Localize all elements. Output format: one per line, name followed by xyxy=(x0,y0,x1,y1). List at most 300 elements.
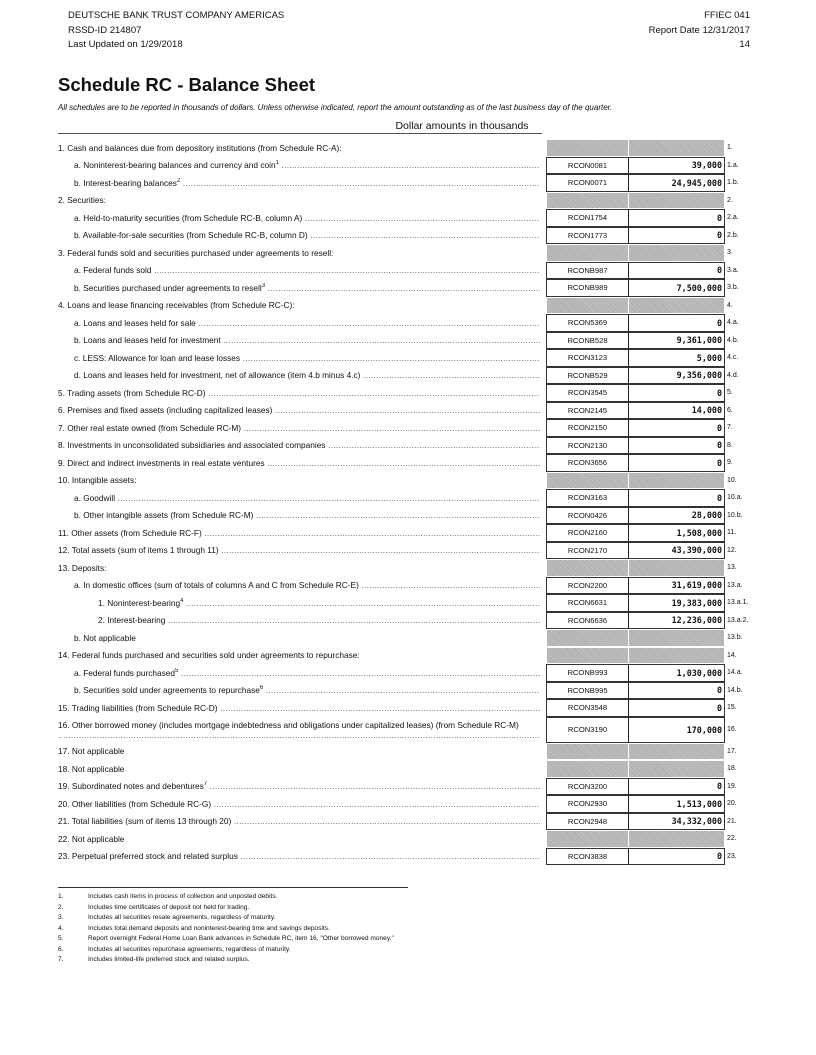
line-number: 19. xyxy=(727,782,737,790)
row-label xyxy=(58,542,540,560)
row-label-text xyxy=(74,493,540,503)
line-number: 10.b. xyxy=(727,511,743,519)
amount-value: 0 xyxy=(628,699,725,717)
table-row xyxy=(58,577,758,595)
amount-value xyxy=(628,297,725,315)
row-label-text xyxy=(98,615,540,625)
table-row xyxy=(58,244,758,262)
table-row xyxy=(58,778,758,796)
line-number: 10. xyxy=(727,476,737,484)
rssd-id: RSSD-ID 214807 xyxy=(68,24,142,36)
mdrm-code: RCON2200 xyxy=(546,577,628,595)
label-text: 13. Deposits: xyxy=(58,562,107,573)
row-label-text xyxy=(74,318,540,328)
row-label-text xyxy=(74,580,540,590)
amount-value: 34,332,000 xyxy=(628,813,725,831)
line-number: 16. xyxy=(727,726,737,733)
line-number: 2.b. xyxy=(727,231,739,239)
row-label xyxy=(58,743,540,761)
line-number: 6. xyxy=(727,406,733,414)
mdrm-code xyxy=(546,244,628,262)
mdrm-code: RCON3548 xyxy=(546,699,628,717)
row-label-text xyxy=(58,528,540,538)
label-text: a. Held-to-maturity securities (from Schedule RC-B, column A) xyxy=(74,212,303,223)
amount-value xyxy=(628,559,725,577)
line-number: 4. xyxy=(727,301,733,309)
row-label xyxy=(58,664,540,682)
mdrm-code: RCONB989 xyxy=(546,279,628,297)
table-row xyxy=(58,209,758,227)
footnote-number: 1. xyxy=(58,893,64,900)
amount-value xyxy=(628,830,725,848)
row-label xyxy=(58,629,540,647)
row-label xyxy=(58,157,540,175)
row-label xyxy=(58,384,540,402)
form-id: FFIEC 041 xyxy=(704,10,750,21)
label-text: 15. Trading liabilities (from Schedule RC-D) xyxy=(58,702,218,713)
mdrm-code: RCON0081 xyxy=(546,157,628,175)
row-label xyxy=(58,612,540,630)
amount-value: 28,000 xyxy=(628,507,725,525)
line-number: 13.a.1. xyxy=(727,599,749,607)
table-row xyxy=(58,297,758,315)
row-label xyxy=(58,262,540,280)
row-label-text xyxy=(74,230,540,240)
row-label xyxy=(58,419,540,437)
label-text: b. Securities purchased under agreements to resell xyxy=(74,282,262,293)
row-label xyxy=(58,594,540,612)
footnote xyxy=(58,956,394,967)
amount-value: 0 xyxy=(628,262,725,280)
row-label-text xyxy=(58,423,540,433)
mdrm-code: RCON2130 xyxy=(546,437,628,455)
row-label xyxy=(58,174,540,192)
line-number: 4.d. xyxy=(727,371,739,379)
footnote-ref: 4 xyxy=(180,597,184,604)
bank-name: DEUTSCHE BANK TRUST COMPANY AMERICAS xyxy=(68,10,285,21)
line-number: 1.b. xyxy=(727,179,739,187)
row-label-text xyxy=(58,143,342,153)
line-number: 18. xyxy=(727,765,737,773)
line-number: 4.b. xyxy=(727,336,739,344)
row-label xyxy=(58,209,540,227)
amount-value xyxy=(628,743,725,761)
line-number: 14.b. xyxy=(727,686,743,694)
mdrm-code: RCONB987 xyxy=(546,262,628,280)
line-number: 4.a. xyxy=(727,319,739,327)
mdrm-code xyxy=(546,472,628,490)
row-label xyxy=(58,795,540,813)
row-label xyxy=(58,402,540,420)
mdrm-code xyxy=(546,297,628,315)
row-label-text xyxy=(74,510,540,520)
mdrm-code: RCON3123 xyxy=(546,349,628,367)
amount-value: 14,000 xyxy=(628,402,725,420)
mdrm-code xyxy=(546,139,628,157)
mdrm-code: RCON6631 xyxy=(546,594,628,612)
footnote-text: Includes time certificates of deposit not held for trading. xyxy=(88,903,250,911)
table-row xyxy=(58,507,758,525)
label-text: b. Interest-bearing balances xyxy=(74,177,177,188)
amount-value: 19,383,000 xyxy=(628,594,725,612)
label-text: a. Noninterest-bearing balances and currency and coin xyxy=(74,160,276,171)
mdrm-code: RCON2930 xyxy=(546,795,628,813)
table-row xyxy=(58,454,758,472)
mdrm-code: RCON3656 xyxy=(546,454,628,472)
line-number: 13.a.2. xyxy=(727,616,749,624)
footnote-divider xyxy=(58,887,408,888)
row-label-text xyxy=(58,563,106,573)
row-label xyxy=(58,489,540,507)
row-label xyxy=(58,524,540,542)
row-label xyxy=(58,848,540,866)
row-label-text xyxy=(58,781,540,791)
footnote-number: 3. xyxy=(58,914,64,921)
footnote-number: 4. xyxy=(58,924,64,932)
line-number: 15. xyxy=(727,704,737,712)
amount-value: 0 xyxy=(628,209,725,227)
table-row xyxy=(58,384,758,402)
amount-value xyxy=(628,244,725,262)
amount-value: 0 xyxy=(628,778,725,796)
mdrm-code: RCON1754 xyxy=(546,209,628,227)
amount-value: 1,513,000 xyxy=(628,795,725,813)
amount-value xyxy=(628,629,725,647)
row-label-text xyxy=(74,213,540,223)
label-text: 12. Total assets (sum of items 1 through 11) xyxy=(58,545,219,556)
row-label xyxy=(58,314,540,332)
label-text: 4. Loans and lease financing receivables (from Schedule RC-C): xyxy=(58,300,295,311)
mdrm-code: RCON2145 xyxy=(546,402,628,420)
amount-value: 39,000 xyxy=(628,157,725,175)
amount-value: 0 xyxy=(628,682,725,700)
line-number: 2. xyxy=(727,196,733,204)
table-row xyxy=(58,332,758,350)
row-label-text xyxy=(58,388,540,398)
line-number: 22. xyxy=(727,835,737,843)
label-text: 7. Other real estate owned (from Schedule RC-M) xyxy=(58,422,242,433)
amount-value xyxy=(628,139,725,157)
table-row xyxy=(58,157,758,175)
mdrm-code: RCON3190 xyxy=(546,717,628,743)
label-text: 23. Perpetual preferred stock and related surplus xyxy=(58,851,238,862)
row-label xyxy=(58,760,540,778)
instructions: All schedules are to be reported in thousands of dollars. Unless otherwise indicated, report the amount outstanding as of the last business day of the quarter. xyxy=(58,103,613,112)
line-number: 2.a. xyxy=(727,214,739,222)
label-text: 21. Total liabilities (sum of items 13 through 20) xyxy=(58,816,232,827)
footnotes xyxy=(58,893,394,967)
table-row xyxy=(58,139,758,157)
mdrm-code: RCONB993 xyxy=(546,664,628,682)
row-label xyxy=(58,454,540,472)
amount-value: 9,361,000 xyxy=(628,332,725,350)
line-number: 3.b. xyxy=(727,284,739,292)
row-label-text xyxy=(58,440,540,450)
footnote-ref: 3 xyxy=(261,282,266,289)
footnote-text: Includes cash items in process of collection and unposted debits. xyxy=(88,893,278,900)
table-row xyxy=(58,279,758,297)
footnote-ref: 1 xyxy=(275,160,279,167)
label-text: 17. Not applicable xyxy=(58,746,125,757)
table-row xyxy=(58,419,758,437)
label-text: b. Available-for-sale securities (from Schedule RC-B, column D) xyxy=(74,230,308,241)
row-label-text xyxy=(58,746,124,756)
amount-value: 0 xyxy=(628,314,725,332)
amount-value: 0 xyxy=(628,384,725,402)
footnote xyxy=(58,935,394,946)
table-row xyxy=(58,743,758,761)
mdrm-code: RCON2150 xyxy=(546,419,628,437)
table-row xyxy=(58,192,758,210)
row-label-text xyxy=(74,370,540,380)
mdrm-code: RCON3838 xyxy=(546,848,628,866)
line-number: 7. xyxy=(727,424,733,432)
mdrm-code xyxy=(546,647,628,665)
balance-sheet-table xyxy=(58,139,758,865)
footnote-ref: 5 xyxy=(175,667,179,674)
amount-value: 170,000 xyxy=(628,717,725,743)
amount-value xyxy=(628,760,725,778)
row-label xyxy=(58,227,540,245)
table-row xyxy=(58,262,758,280)
mdrm-code: RCON0426 xyxy=(546,507,628,525)
line-number: 13.a. xyxy=(727,581,743,589)
table-row xyxy=(58,472,758,490)
row-label-text xyxy=(74,633,136,643)
label-text: 1. Cash and balances due from depository institutions (from Schedule RC-A): xyxy=(58,142,342,153)
row-label xyxy=(58,699,540,717)
mdrm-code: RCON5369 xyxy=(546,314,628,332)
table-row xyxy=(58,647,758,665)
line-number: 10.a. xyxy=(727,494,743,502)
row-label xyxy=(58,192,540,210)
table-row xyxy=(58,813,758,831)
footnote xyxy=(58,904,394,915)
line-number: 3. xyxy=(727,249,733,257)
mdrm-code: RCON2948 xyxy=(546,813,628,831)
label-text: a. Goodwill xyxy=(74,492,116,503)
mdrm-code xyxy=(546,192,628,210)
row-label-text xyxy=(74,178,540,188)
label-text: a. Federal funds sold xyxy=(74,265,152,276)
label-text: 2. Interest-bearing xyxy=(98,615,166,626)
mdrm-code: RCON2170 xyxy=(546,542,628,560)
table-row xyxy=(58,489,758,507)
mdrm-code xyxy=(546,830,628,848)
table-row xyxy=(58,795,758,813)
table-row xyxy=(58,682,758,700)
line-number: 17. xyxy=(727,747,737,755)
label-text: b. Not applicable xyxy=(74,632,136,643)
row-label xyxy=(58,717,540,743)
row-label-text xyxy=(58,851,540,861)
row-label-text xyxy=(58,650,360,660)
row-label-text xyxy=(98,598,540,608)
amount-value: 1,508,000 xyxy=(628,524,725,542)
row-label xyxy=(58,813,540,831)
row-label xyxy=(58,559,540,577)
line-number: 14.a. xyxy=(727,669,743,677)
row-label xyxy=(58,647,540,665)
mdrm-code: RCONB528 xyxy=(546,332,628,350)
label-text: 16. Other borrowed money (includes mortgage indebtedness and obligations under capitalized leases) (from Schedule RC-M) xyxy=(58,719,519,730)
line-number: 20. xyxy=(727,800,737,808)
amount-value: 0 xyxy=(628,227,725,245)
units-header xyxy=(58,120,542,134)
mdrm-code: RCON2160 xyxy=(546,524,628,542)
line-number: 13.b. xyxy=(727,634,743,642)
line-number: 12. xyxy=(727,546,737,554)
footnote-number: 7. xyxy=(58,956,64,963)
footnote-text: Report overnight Federal Home Loan Bank advances in Schedule RC, item 16, "Other borrowed money." xyxy=(88,935,394,942)
table-row xyxy=(58,524,758,542)
label-text: 11. Other assets (from Schedule RC-F) xyxy=(58,527,202,538)
amount-value: 0 xyxy=(628,454,725,472)
row-label xyxy=(58,830,540,848)
header-left xyxy=(68,9,284,53)
mdrm-code xyxy=(546,559,628,577)
row-label-text xyxy=(74,335,540,345)
label-text: 9. Direct and indirect investments in real estate ventures xyxy=(58,457,265,468)
mdrm-code xyxy=(546,743,628,761)
table-row xyxy=(58,174,758,192)
row-label-text xyxy=(74,685,540,695)
mdrm-code xyxy=(546,629,628,647)
row-label-text xyxy=(74,265,540,275)
footnote-text: Includes all securities resale agreements, regardless of maturity. xyxy=(88,914,276,921)
row-label xyxy=(58,437,540,455)
row-label xyxy=(58,349,540,367)
label-text: a. Loans and leases held for sale xyxy=(74,317,196,328)
row-label xyxy=(58,244,540,262)
line-number: 11. xyxy=(727,529,737,537)
row-label-text xyxy=(58,816,540,826)
label-text: 8. Investments in unconsolidated subsidiaries and associated companies xyxy=(58,440,326,451)
line-number: 3.a. xyxy=(727,266,739,274)
row-label xyxy=(58,279,540,297)
row-label xyxy=(58,297,540,315)
row-label xyxy=(58,507,540,525)
row-label-text xyxy=(74,283,540,293)
footnote-number: 6. xyxy=(58,945,64,953)
row-label-text xyxy=(58,764,124,774)
footnote-ref: 7 xyxy=(203,781,208,788)
amount-value: 0 xyxy=(628,848,725,866)
label-text: b. Other intangible assets (from Schedule RC-M) xyxy=(74,510,254,521)
label-text: 14. Federal funds purchased and securities sold under agreements to repurchase: xyxy=(58,650,360,661)
label-text: 20. Other liabilities (from Schedule RC-G) xyxy=(58,798,212,809)
row-label-text xyxy=(58,458,540,468)
label-text: 19. Subordinated notes and debentures xyxy=(58,781,204,792)
amount-value: 7,500,000 xyxy=(628,279,725,297)
table-row xyxy=(58,848,758,866)
row-label-text xyxy=(58,720,540,740)
row-label xyxy=(58,367,540,385)
label-text: 2. Securities: xyxy=(58,195,106,206)
last-updated: Last Updated on 1/29/2018 xyxy=(68,39,183,50)
row-label-text xyxy=(74,160,540,170)
footnote-number: 5. xyxy=(58,935,64,942)
label-text: 3. Federal funds sold and securities purchased under agreements to resell: xyxy=(58,247,334,258)
table-row xyxy=(58,367,758,385)
mdrm-code: RCON6636 xyxy=(546,612,628,630)
row-label xyxy=(58,332,540,350)
table-row xyxy=(58,830,758,848)
line-number: 14. xyxy=(727,651,737,659)
line-number: 9. xyxy=(727,459,733,467)
mdrm-code: RCON3545 xyxy=(546,384,628,402)
line-number: 23. xyxy=(727,852,737,860)
label-text: a. Federal funds purchased xyxy=(74,667,176,678)
amount-value: 31,619,000 xyxy=(628,577,725,595)
row-label-text xyxy=(58,799,540,809)
amount-value: 43,390,000 xyxy=(628,542,725,560)
report-date: Report Date 12/31/2017 xyxy=(648,24,750,36)
footnote xyxy=(58,893,394,904)
row-label xyxy=(58,682,540,700)
footnote xyxy=(58,914,394,925)
table-row xyxy=(58,699,758,717)
row-label xyxy=(58,139,540,157)
table-row xyxy=(58,227,758,245)
label-text: a. In domestic offices (sum of totals of columns A and C from Schedule RC-E) xyxy=(74,580,359,591)
table-row xyxy=(58,612,758,630)
label-text: 1. Noninterest-bearing xyxy=(98,597,181,608)
header-right xyxy=(649,9,750,53)
row-label-text xyxy=(58,405,540,415)
footnote-ref: 6 xyxy=(259,685,264,692)
mdrm-code: RCON3200 xyxy=(546,778,628,796)
label-text: 5. Trading assets (from Schedule RC-D) xyxy=(58,387,206,398)
row-label xyxy=(58,577,540,595)
table-row xyxy=(58,402,758,420)
label-text: d. Loans and leases held for investment, net of allowance (item 4.b minus 4.c) xyxy=(74,370,361,381)
table-row xyxy=(58,629,758,647)
table-row xyxy=(58,437,758,455)
line-number: 1.a. xyxy=(727,161,739,169)
table-row xyxy=(58,664,758,682)
label-text: 18. Not applicable xyxy=(58,763,125,774)
mdrm-code: RCON3163 xyxy=(546,489,628,507)
table-row xyxy=(58,559,758,577)
amount-value: 5,000 xyxy=(628,349,725,367)
amount-value xyxy=(628,472,725,490)
line-number: 8. xyxy=(727,441,733,449)
mdrm-code: RCONB995 xyxy=(546,682,628,700)
footnote xyxy=(58,946,394,957)
row-label xyxy=(58,778,540,796)
table-row xyxy=(58,542,758,560)
footnote-ref: 2 xyxy=(176,177,181,184)
row-label-text xyxy=(58,834,124,844)
label-text: b. Loans and leases held for investment xyxy=(74,335,221,346)
row-label-text xyxy=(58,300,295,310)
page-number: 14 xyxy=(739,39,750,50)
row-label-text xyxy=(74,668,540,678)
amount-value: 24,945,000 xyxy=(628,174,725,192)
amount-value: 9,356,000 xyxy=(628,367,725,385)
table-row xyxy=(58,760,758,778)
table-row xyxy=(58,717,758,743)
label-text: 22. Not applicable xyxy=(58,833,125,844)
row-label-text xyxy=(58,475,136,485)
row-label-text xyxy=(58,248,333,258)
label-text: 10. Intangible assets: xyxy=(58,475,137,486)
mdrm-code xyxy=(546,760,628,778)
amount-value: 12,236,000 xyxy=(628,612,725,630)
amount-value xyxy=(628,647,725,665)
page-title: Schedule RC - Balance Sheet xyxy=(58,74,316,95)
